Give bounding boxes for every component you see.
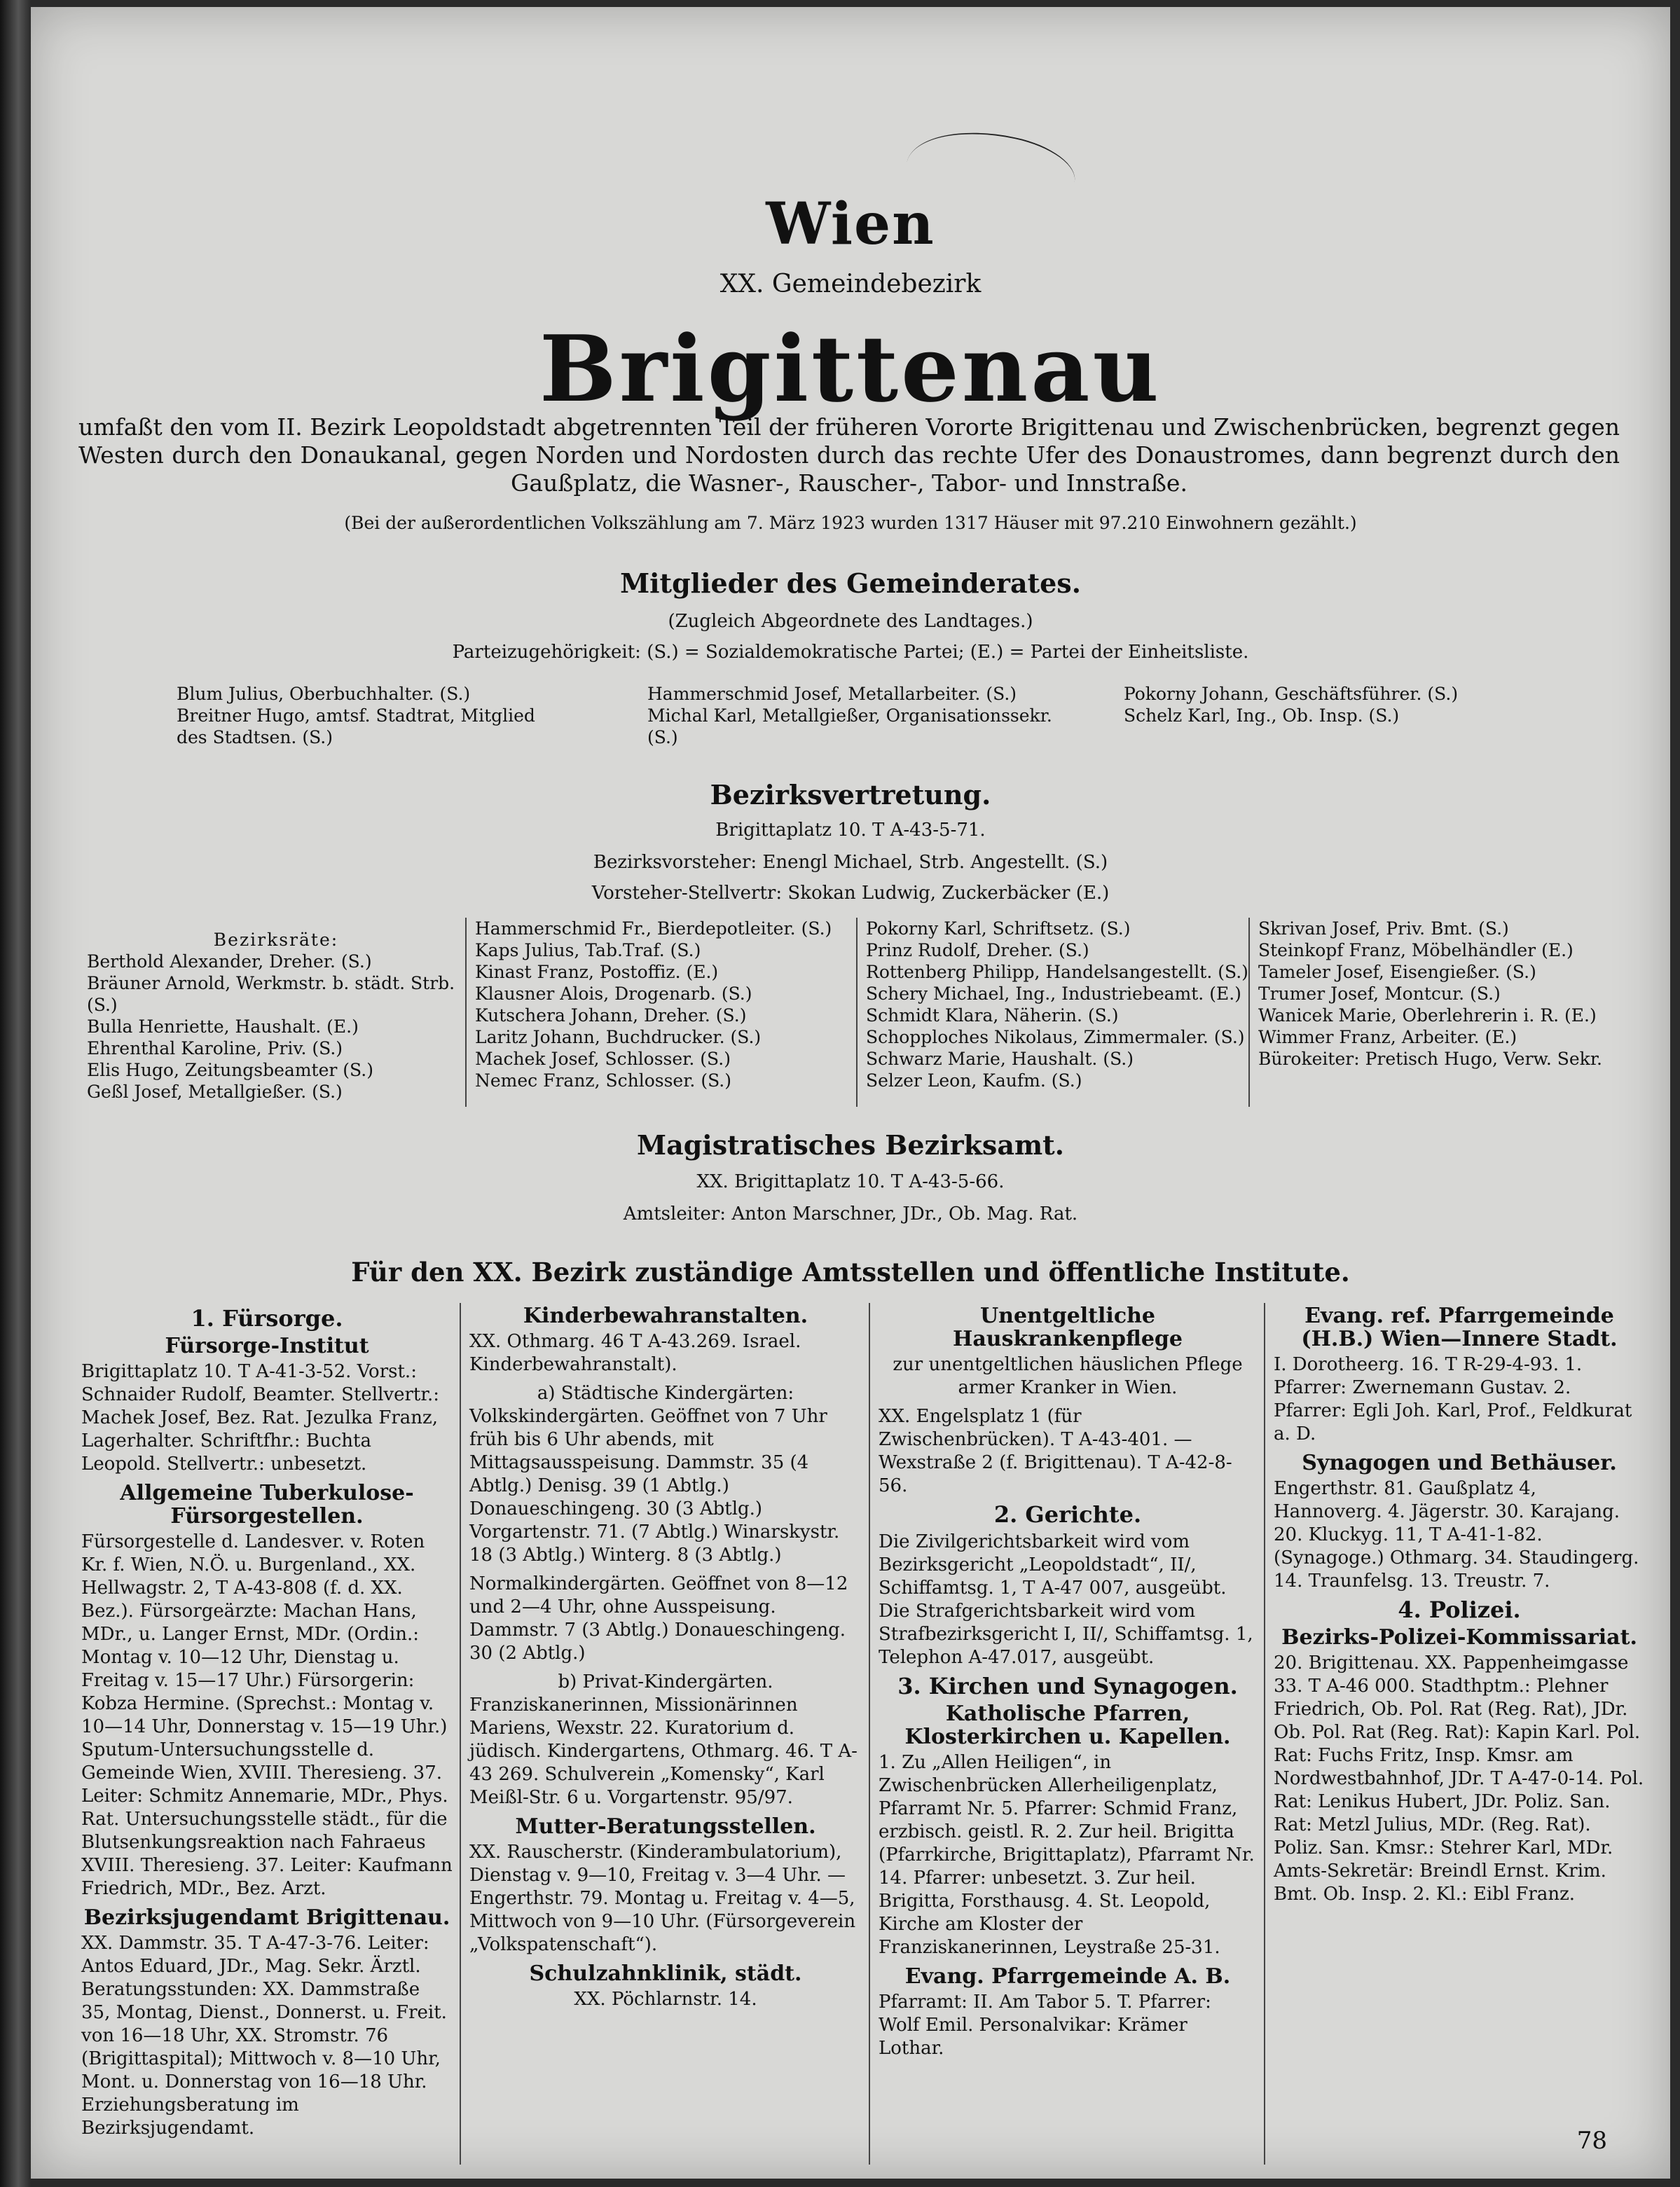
council-member: Michal Karl, Metallgießer, Organisationssekr. (S.) xyxy=(647,705,1052,747)
district-name: Brigittenau xyxy=(539,315,1162,422)
bv-member: Trumer Josef, Montcur. (S.) xyxy=(1258,984,1501,1004)
bv-member: Prinz Rudolf, Dreher. (S.) xyxy=(866,940,1089,960)
section-subheading: a) Städtische Kindergärten: xyxy=(537,1383,794,1404)
section-text: 20. Brigittenau. XX. Pappenheimgasse 33. T A-46 000. Stadthptm.: Plehner Friedrich, Ob. Pol. Rat (Reg. Rat), JDr. Ob. Pol. Rat (Reg. Rat): Kapin Karl. Pol. Rat: Fuchs Fritz, Insp. Kmsr. am Nordwestbahnhof, JDr. T A-47-0-14. Pol. Rat: Lenikus Hubert, JDr. Poliz. San. Rat: Metzl Julius, MDr. (Reg. Rat). Poliz. San. Kmsr.: Stehrer Karl, MDr. Amts-Sekretär: Breindl Ernst. Krim. Bmt. Ob. Insp. 2. Kl.: Eibl Franz. xyxy=(1274,1653,1644,1905)
section-subheading: b) Privat-Kindergärten. xyxy=(558,1671,773,1692)
section-subheading: Katholische Pfarren, Klosterkirchen u. Kapellen. xyxy=(904,1702,1231,1749)
page-edge-shadow xyxy=(0,0,31,2187)
section-text: XX. Pöchlarnstr. 14. xyxy=(574,1989,757,2010)
section-text: XX. Dammstr. 35. T A-47-3-76. Leiter: Antos Eduard, JDr., Mag. Sekr. Ärztl. Beratungsstunden: XX. Dammstraße 35, Montag, Dienst., Donnerst. u. Freit. von 16—18 Uhr, XX. Stromstr. 76 (Brigittaspital); Mittwoch v. 8—10 Uhr, Mont. u. Donnerstag von 16—18 Uhr. Erziehungsberatung im Bezirksjugendamt. xyxy=(81,1933,447,2139)
section-subheading: Schulzahnklinik, städt. xyxy=(529,1961,802,1986)
bv-member: Schmidt Klara, Näherin. (S.) xyxy=(866,1005,1119,1026)
section-text: Normalkindergärten. Geöffnet von 8—12 und 2—4 Uhr, ohne Ausspeisung. Dammstr. 7 (3 Abtlg.) Donaueschingeng. 30 (2 Abtlg.) xyxy=(469,1573,848,1664)
inst-column-2 xyxy=(469,1304,862,2017)
bv-member: Ehrenthal Karoline, Priv. (S.) xyxy=(87,1038,343,1058)
section-subheading: Evang. Pfarrgemeinde A. B. xyxy=(904,1964,1231,1989)
column-rule xyxy=(856,918,858,1107)
bv-member: Steinkopf Franz, Möbelhändler (E.) xyxy=(1258,940,1574,960)
bv-member: Selzer Leon, Kaufm. (S.) xyxy=(866,1070,1082,1091)
bv-member: Nemec Franz, Schlosser. (S.) xyxy=(475,1070,732,1091)
section-subheading: Kinderbewahranstalten. xyxy=(523,1304,808,1328)
party-legend: Parteizugehörigkeit: (S.) = Sozialdemokratische Partei; (E.) = Partei der Einheitsliste. xyxy=(452,642,1249,663)
bv-member: Wanicek Marie, Oberlehrerin i. R. (E.) xyxy=(1258,1005,1597,1026)
column-rule xyxy=(460,1303,461,2165)
district-description: umfaßt den vom II. Bezirk Leopoldstadt abgetrennten Teil der früheren Vororte Brigittenau und Zwischenbrücken, begrenzt gegen Westen durch den Donaukanal, gegen Norden und Nordosten durch das rechte Ufer des Donaustromes, dann begrenzt durch den Gaußplatz, die Wasner-, Rauscher-, Tabor- und Innstraße. xyxy=(78,413,1620,497)
institutes-title: Für den XX. Bezirk zuständige Amtsstellen und öffentliche Institute. xyxy=(351,1257,1350,1288)
bv-member: Tameler Josef, Eisengießer. (S.) xyxy=(1258,962,1536,982)
bv-member: Schery Michael, Ing., Industriebeamt. (E.) xyxy=(866,984,1241,1004)
section-text: Volkskindergärten. Geöffnet von 7 Uhr früh bis 6 Uhr abends, mit Mittagsausspeisung. Dammstr. 35 (4 Abtlg.) Denisg. 39 (1 Abtlg.) Donaueschingeng. 30 (3 Abtlg.) Vorgartenstr. 71. (7 Abtlg.) Winarskystr. 18 (3 Abtlg.) Winterg. 8 (3 Abtlg.) xyxy=(469,1406,840,1566)
bv-column-1 xyxy=(87,929,465,1103)
document-page xyxy=(31,7,1670,2179)
column-rule xyxy=(1264,1303,1265,2165)
bv-member: Wimmer Franz, Arbeiter. (E.) xyxy=(1258,1027,1517,1047)
section-text: Brigittaplatz 10. T A-41-3-52. Vorst.: Schnaider Rudolf, Beamter. Stellvertr.: Machek Josef, Bez. Rat. Jezulka Franz, Lagerhalter. Schriftfhr.: Buchta Leopold. Stellvertr.: unbesetzt. xyxy=(81,1361,439,1475)
council-subtitle: (Zugleich Abgeordnete des Landtages.) xyxy=(668,611,1033,632)
section-text: 1. Zu „Allen Heiligen“, in Zwischenbrücken Allerheiligenplatz, Pfarramt Nr. 5. Pfarrer: Schmid Franz, erzbisch. geistl. R. 2. Zur heil. Brigitta (Pfarrkirche, Brigittaplatz), Pfarramt Nr. 14. Pfarrer: unbesetzt. 3. Zur heil. Brigitta, Forsthausg. 4. St. Leopold, Kirche am Kloster der Franziskanerinnen, Leystraße 25-31. xyxy=(879,1752,1255,1958)
section-heading: 2. Gerichte. xyxy=(993,1501,1142,1528)
section-text: zur unentgeltlichen häuslichen Pflege armer Kranker in Wien. xyxy=(893,1354,1243,1398)
section-subheading: Evang. ref. Pfarrgemeinde (H.B.) Wien—Innere Stadt. xyxy=(1301,1304,1618,1351)
bv-member: Elis Hugo, Zeitungsbeamter (S.) xyxy=(87,1060,373,1080)
bv-member: Kutschera Johann, Dreher. (S.) xyxy=(475,1005,747,1026)
mba-title: Magistratisches Bezirksamt. xyxy=(637,1129,1064,1161)
section-text: XX. Rauscherstr. (Kinderambulatorium), Dienstag v. 9—10, Freitag v. 3—4 Uhr. — Engerthstr. 79. Montag u. Freitag v. 4—5, Mittwoch von 9—10 Uhr. (Fürsorgeverein „Volkspatenschaft“). xyxy=(469,1842,856,1955)
bv-column-4 xyxy=(1258,918,1637,1070)
council-member: Pokorny Johann, Geschäftsführer. (S.) xyxy=(1124,684,1459,704)
section-subheading: Bezirks-Polizei-Kommissariat. xyxy=(1281,1625,1637,1650)
bv-member: Hammerschmid Fr., Bierdepotleiter. (S.) xyxy=(475,918,832,939)
bv-member: Kinast Franz, Postoffiz. (E.) xyxy=(475,962,719,982)
bv-chair: Bezirksvorsteher: Enengl Michael, Strb. Angestellt. (S.) xyxy=(593,852,1108,873)
inst-column-1 xyxy=(81,1304,453,2146)
inst-column-3 xyxy=(879,1304,1257,2066)
bv-title: Bezirksvertretung. xyxy=(710,779,991,810)
bv-address: Brigittaplatz 10. T A-43-5-71. xyxy=(715,820,986,841)
council-column-1 xyxy=(177,683,569,748)
section-heading: 1. Fürsorge. xyxy=(191,1305,343,1332)
bv-member: Laritz Johann, Buchdrucker. (S.) xyxy=(475,1027,762,1047)
bv-column-3 xyxy=(866,918,1248,1091)
bv-office-head: Bürokeiter: Pretisch Hugo, Verw. Sekr. xyxy=(1258,1049,1602,1069)
bv-member: Pokorny Karl, Schriftsetz. (S.) xyxy=(866,918,1131,939)
section-subheading: Unentgeltliche Hauskrankenpflege xyxy=(953,1304,1183,1351)
city-heading: Wien xyxy=(766,191,935,258)
bv-member: Bulla Henriette, Haushalt. (E.) xyxy=(87,1016,359,1037)
council-member: Blum Julius, Oberbuchhalter. (S.) xyxy=(177,684,471,704)
bv-member: Machek Josef, Schlosser. (S.) xyxy=(475,1049,731,1069)
bv-member: Skrivan Josef, Priv. Bmt. (S.) xyxy=(1258,918,1509,939)
council-column-2 xyxy=(647,683,1054,748)
inst-column-4 xyxy=(1274,1304,1645,1912)
bv-member: Schwarz Marie, Haushalt. (S.) xyxy=(866,1049,1134,1069)
section-text: Pfarramt: II. Am Tabor 5. T. Pfarrer: Wolf Emil. Personalvikar: Krämer Lothar. xyxy=(879,1992,1211,2059)
section-text: XX. Engelsplatz 1 (für Zwischenbrücken). T A-43-401. — Wexstraße 2 (f. Brigittenau). T A-42-8-56. xyxy=(879,1406,1232,1496)
council-title: Mitglieder des Gemeinderates. xyxy=(620,567,1081,599)
column-rule xyxy=(1248,918,1250,1107)
section-subheading: Allgemeine Tuberkulose-Fürsorgestellen. xyxy=(120,1481,414,1529)
council-member: Hammerschmid Josef, Metallarbeiter. (S.) xyxy=(647,684,1017,704)
council-column-3 xyxy=(1124,683,1544,726)
section-text: I. Dorotheerg. 16. T R-29-4-93. 1. Pfarrer: Zwernemann Gustav. 2. Pfarrer: Egli Joh. Karl, Prof., Feldkurat a. D. xyxy=(1274,1354,1632,1444)
census-note: (Bei der außerordentlichen Volkszählung am 7. März 1923 wurden 1317 Häuser mit 97.210 Einwohnern gezählt.) xyxy=(344,513,1357,533)
bv-councillors-heading: Bezirksräte: xyxy=(213,930,339,950)
bv-member: Klausner Alois, Drogenarb. (S.) xyxy=(475,984,752,1004)
section-text: XX. Othmarg. 46 T A-43.269. Israel. Kinderbewahranstalt). xyxy=(469,1331,801,1375)
bv-member: Berthold Alexander, Dreher. (S.) xyxy=(87,951,372,972)
bv-member: Bräuner Arnold, Werkmstr. b. städt. Strb. (S.) xyxy=(87,973,455,1015)
column-rule xyxy=(869,1303,870,2165)
section-subheading: Bezirksjugendamt Brigittenau. xyxy=(83,1905,450,1930)
section-heading: 4. Polizei. xyxy=(1398,1596,1521,1623)
section-text: Fürsorgestelle d. Landesver. v. Roten Kr. f. Wien, N.Ö. u. Burgenland., XX. Hellwagstr. 2, T A-43-808 (f. d. XX. Bez.). Fürsorgeärzte: Machan Hans, MDr., u. Langer Ernst, MDr. (Ordin.: Montag v. 10—12 Uhr, Dienstag u. Freitag v. 15—17 Uhr.) Fürsorgerin: Kobza Hermine. (Sprechst.: Montag v. 10—14 Uhr, Donnerstag v. 15—19 Uhr.) Sputum-Untersuchungsstelle d. Gemeinde Wien, XVIII. Theresieng. 37. Leiter: Schmitz Annemarie, MDr., Phys. Rat. Untersuchungsstelle städt., für die Blutsenkungsreaktion nach Fahraeus XVIII. Theresieng. 37. Leiter: Kaufmann Friedrich, MDr., Bez. Arzt. xyxy=(81,1531,453,1899)
column-rule xyxy=(465,918,467,1107)
section-subheading: Mutter-Beratungsstellen. xyxy=(515,1814,816,1839)
section-subheading: Synagogen und Bethäuser. xyxy=(1302,1451,1617,1475)
page-number: 78 xyxy=(1576,2127,1607,2155)
bv-member: Kaps Julius, Tab.Traf. (S.) xyxy=(475,940,701,960)
bv-member: Rottenberg Philipp, Handelsangestellt. (S.) xyxy=(866,962,1248,982)
section-text: Franziskanerinnen, Missionärinnen Mariens, Wexstr. 22. Kuratorium d. jüdisch. Kindergartens, Othmarg. 46. T A-43 269. Schulverein „Komensky“, Karl Meißl-Str. 6 u. Vorgartenstr. 95/97. xyxy=(469,1695,858,1808)
bv-column-2 xyxy=(475,918,853,1091)
section-subheading: Fürsorge-Institut xyxy=(165,1334,369,1358)
district-number: XX. Gemeindebezirk xyxy=(719,270,982,298)
mba-address: XX. Brigittaplatz 10. T A-43-5-66. xyxy=(696,1171,1005,1192)
council-member: Breitner Hugo, amtsf. Stadtrat, Mitglied des Stadtsen. (S.) xyxy=(177,705,535,747)
bv-member: Schopploches Nikolaus, Zimmermaler. (S.) xyxy=(866,1027,1245,1047)
section-text: Engerthstr. 81. Gaußplatz 4, Hannoverg. 4. Jägerstr. 30. Karajang. 20. Kluckyg. 11, T A-41-1-82. (Synagoge.) Othmarg. 34. Staudingerg. 14. Traunfelsg. 13. Treustr. 7. xyxy=(1274,1478,1639,1592)
section-heading: 3. Kirchen und Synagogen. xyxy=(897,1673,1238,1699)
bv-member: Geßl Josef, Metallgießer. (S.) xyxy=(87,1082,343,1102)
bv-deputy: Vorsteher-Stellvertr: Skokan Ludwig, Zuckerbäcker (E.) xyxy=(591,883,1110,904)
section-text: Die Zivilgerichtsbarkeit wird vom Bezirksgericht „Leopoldstadt“, II/, Schiffamtsg. 1, T A-47 007, ausgeübt. Die Strafgerichtsbarkeit wird vom Strafbezirksgericht I, II/, Schiffamtsg. 1, Telephon A-47.017, ausgeübt. xyxy=(879,1531,1253,1668)
mba-head: Amtsleiter: Anton Marschner, JDr., Ob. Mag. Rat. xyxy=(623,1203,1078,1224)
council-member: Schelz Karl, Ing., Ob. Insp. (S.) xyxy=(1124,705,1400,726)
